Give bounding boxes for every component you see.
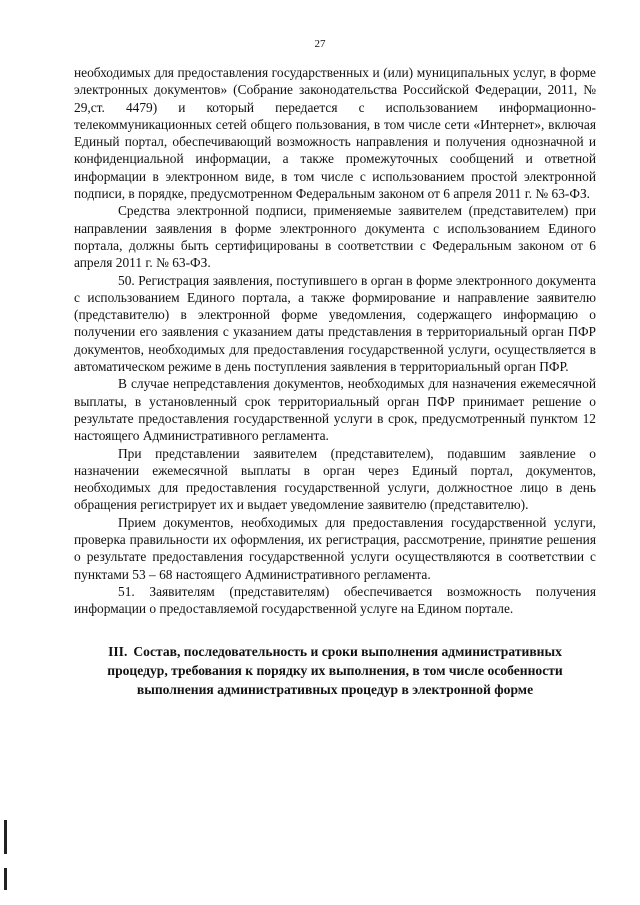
paragraph-non-submission: В случае непредставления документов, необходимых для назначения ежемесячной выплаты, в установленный срок территориальный орган ПФР принимает решение о результате предоставления государственной услуги в срок, предусмотренный пунктом 12 настоящего Административного регламента. xyxy=(74,376,596,444)
document-body xyxy=(74,64,596,699)
paragraph-item-51: 51. Заявителям (представителям) обеспечивается возможность получения информации о предоставляемой государственной услуге на Едином портале. xyxy=(74,583,596,617)
paragraph-continuation: необходимых для предоставления государственных и (или) муниципальных услуг, в форме электронных документов» (Собрание законодательства Российской Федерации, 2011, № 29,ст. 4479) и который передается с использованием информационно-телекоммуникационных сетей общего пользования, в том числе сети «Интернет», включая Единый портал, обеспечивающий возможность направления и получения однозначной и конфиденциальной информации, а также промежуточных сообщений и ответной информации в электронном виде, в том числе с использованием простой электронной подписи, в порядке, предусмотренном Федеральным законом от 6 апреля 2011 г. № 63-ФЗ. xyxy=(74,65,596,202)
section-heading xyxy=(74,642,596,699)
paragraph-document-reception: Прием документов, необходимых для предоставления государственной услуги, проверка правильности их оформления, их регистрация, рассмотрение, принятие решения о результате предоставления государственной услуги осуществляются в соответствии с пунктами 53 – 68 настоящего Административного регламента. xyxy=(74,514,596,582)
page-number: 27 xyxy=(314,38,326,50)
section-numeral: III. xyxy=(108,643,128,659)
paragraph-signature-means: Средства электронной подписи, применяемые заявителем (представителем) при направлении заявления в форме электронного документа с использованием Единого портала, должны быть сертифицированы в соответствии с Федеральным законом от 6 апреля 2011 г. № 63-ФЗ. xyxy=(74,203,596,271)
section-title: Состав, последовательность и сроки выполнения административных процедур, требования к порядку их выполнения, в том числе особенности выполнения административных процедур в электронной форме xyxy=(107,643,563,697)
paragraph-document-submission: При представлении заявителем (представителем), подавшим заявление о назначении ежемесячной выплаты в орган через Единый портал, документов, необходимых для предоставления государственной услуги, должностное лицо в день обращения регистрирует их и выдает уведомление заявителю (представителю). xyxy=(74,445,596,513)
paragraph-item-50: 50. Регистрация заявления, поступившего в орган в форме электронного документа с использованием Единого портала, а также формирование и направление заявителю (представителю) в электронной форме уведомления, содержащего информацию о получении его заявления с указанием даты представления в территориальный орган ПФР документов, необходимых для предоставления государственной услуги, осуществляется в автоматическом режиме в день поступления заявления в территориальный орган ПФР. xyxy=(74,272,596,375)
scan-edge-artifact xyxy=(4,700,7,905)
